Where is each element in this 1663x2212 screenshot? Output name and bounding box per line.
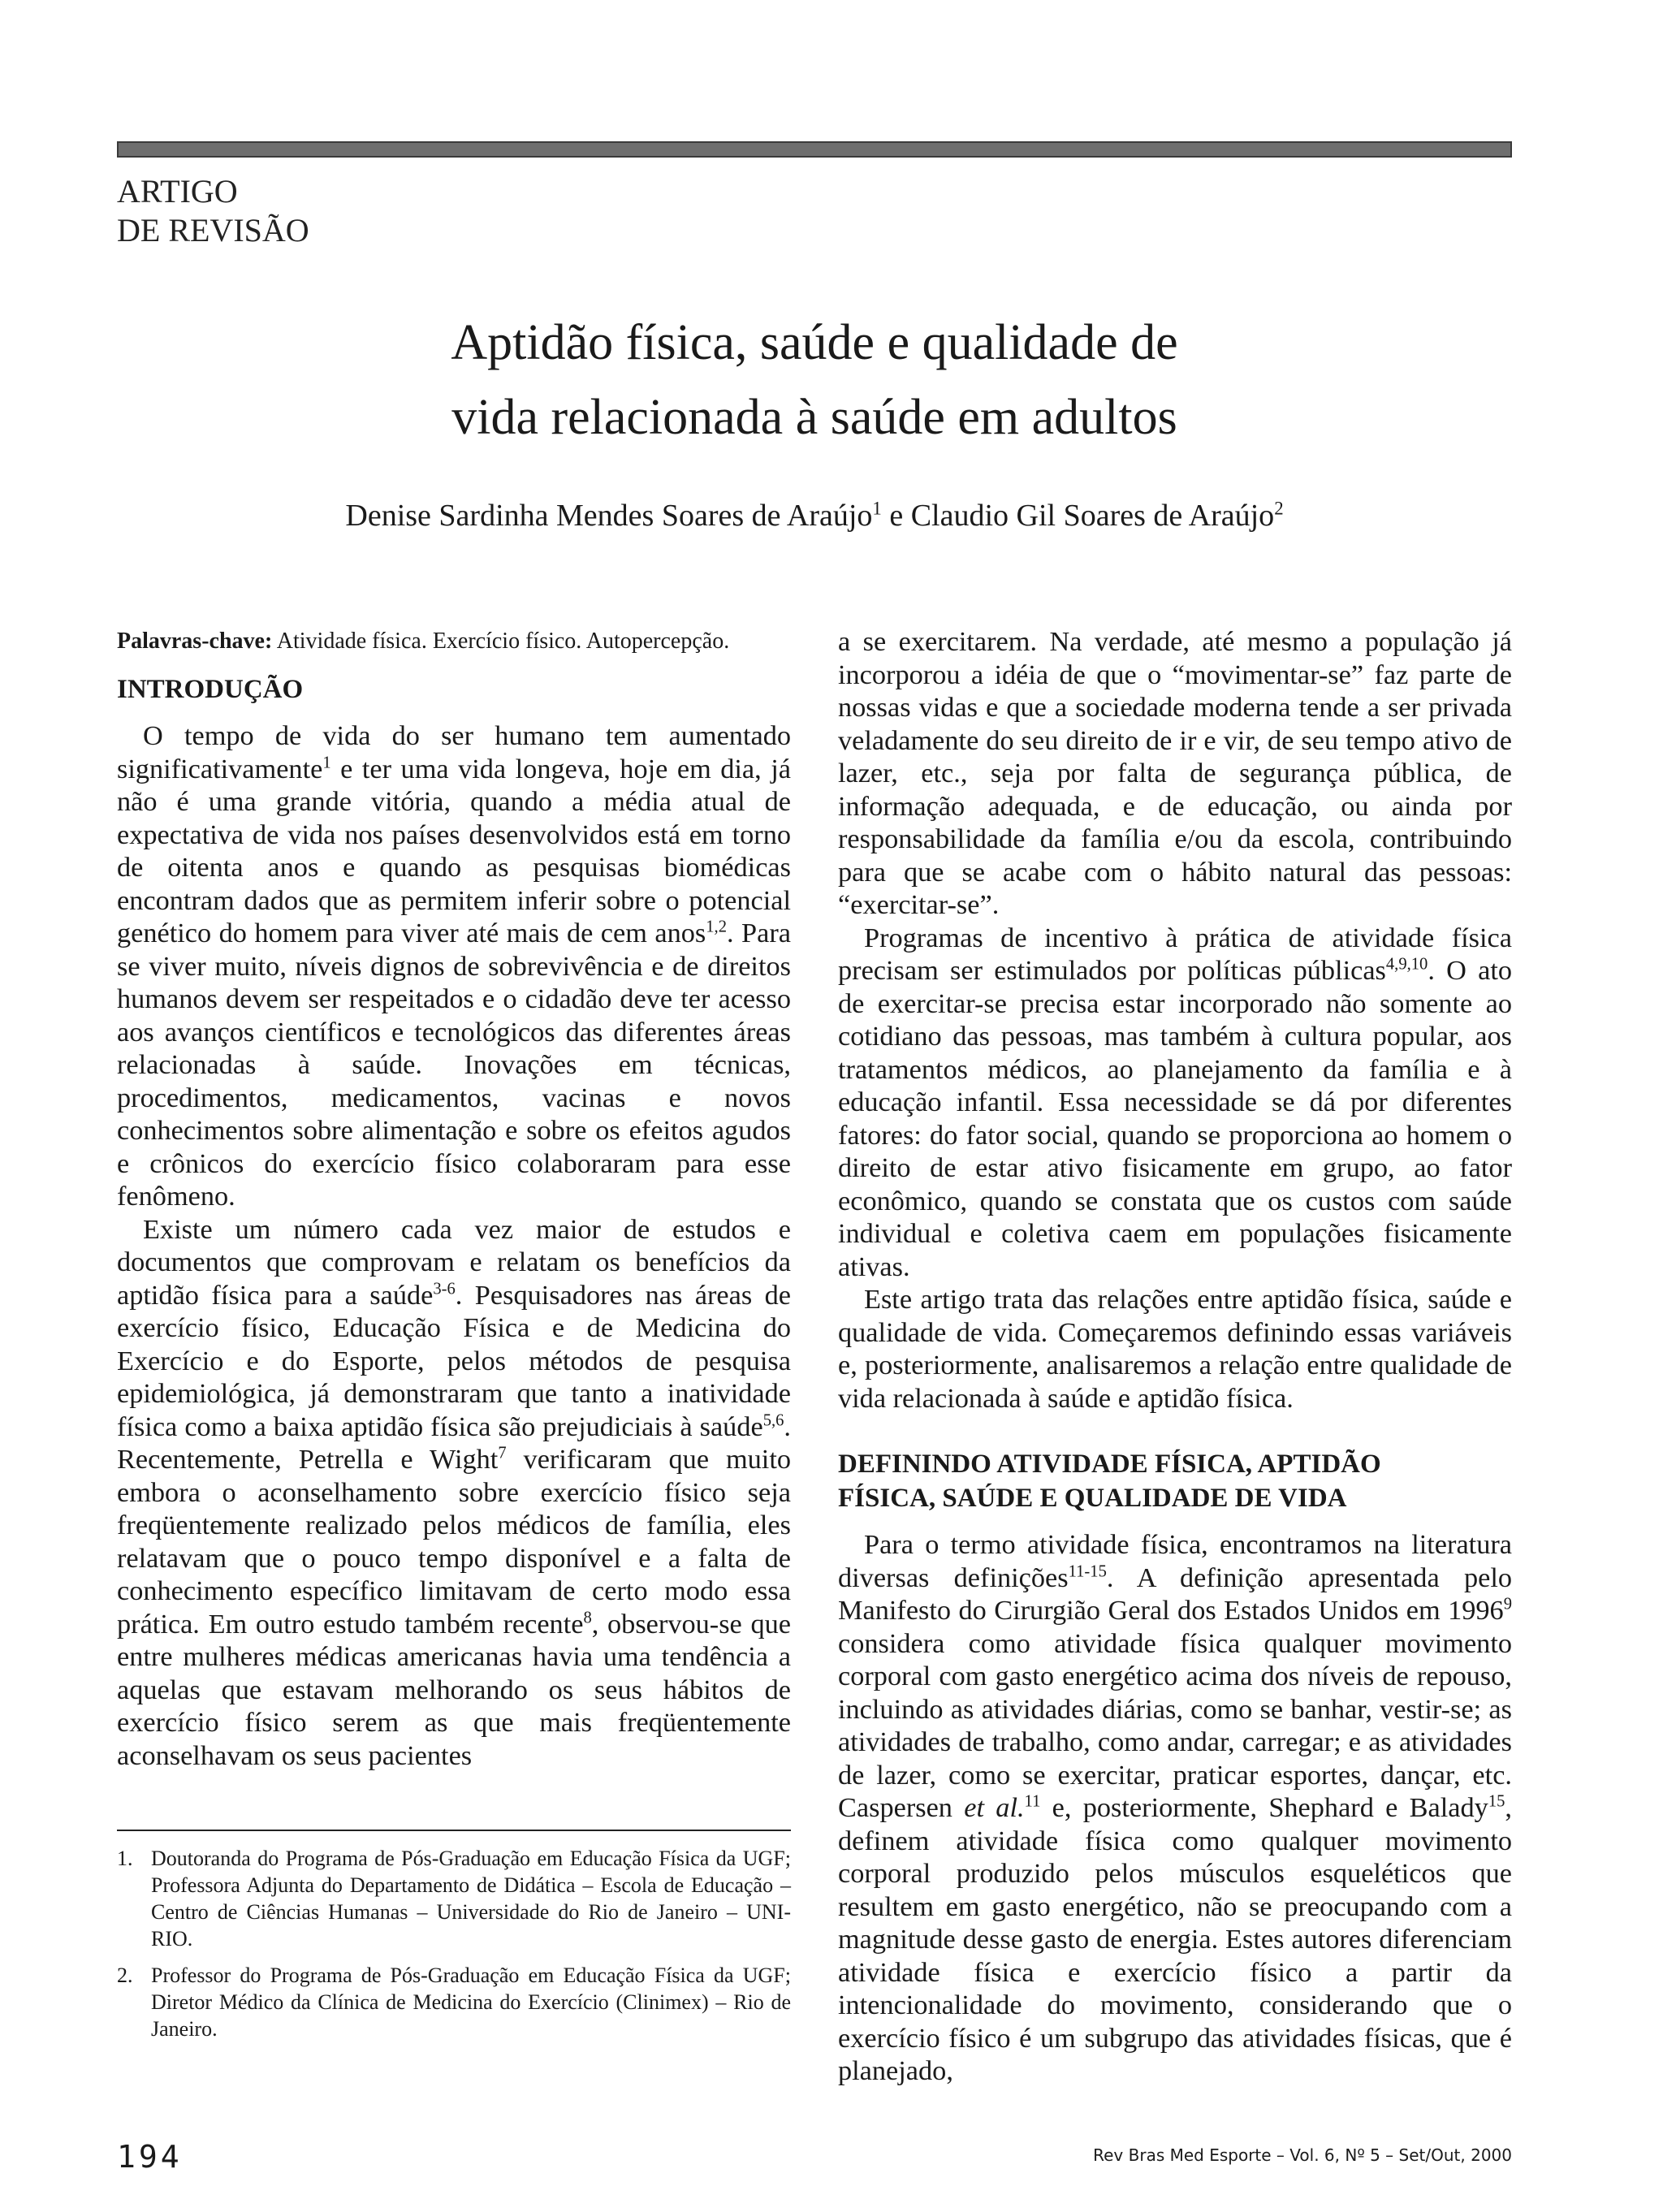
header-rule bbox=[117, 141, 1512, 158]
page-number: 194 bbox=[117, 2139, 183, 2175]
section-label-line2: DE REVISÃO bbox=[117, 212, 309, 248]
section2-heading: DEFININDO ATIVIDADE FÍSICA, APTIDÃO FÍSICA, SAÚDE E QUALIDADE DE VIDA bbox=[838, 1449, 1381, 1513]
citation: 7 bbox=[498, 1444, 507, 1462]
intro-paragraph-4: Este artigo trata das relações entre aptidão física, saúde e qualidade de vida. Começaremos definindo essas variáveis e, posteriormente, analisaremos a relação entre qualidade de vida relacionada à saúde e aptidão física. bbox=[838, 1284, 1512, 1414]
right-column bbox=[838, 625, 1512, 2088]
citation: 1 bbox=[322, 754, 331, 772]
left-column bbox=[117, 625, 791, 1772]
author-connector: e bbox=[881, 499, 911, 533]
citation: 11-15 bbox=[1068, 1562, 1107, 1581]
section-label-line1: ARTIGO bbox=[117, 173, 238, 210]
article-title bbox=[117, 305, 1512, 455]
footnote-1: 1. Doutoranda do Programa de Pós-Graduação em Educação Física da UGF; Professora Adjunta do Departamento de Didática – Escola de Educação – Centro de Ciências Humanas – Universidade do Rio de Janeiro – UNI-RIO. bbox=[117, 1847, 791, 1951]
author-2-affiliation: 2 bbox=[1274, 498, 1284, 519]
intro-paragraph-1: O tempo de vida do ser humano tem aumentado significativamente$^1$ e ter uma vida longeva, hoje em dia, já não é uma grande vitória, quando a média atual de expectativa de vida nos países desenvolvidos está em torno de oitenta anos e quando as pesquisas biomédicas encontram dados que as permitem inferir sobre o potencial genético do homem para viver até mais de cem anos$^{1,2}$. Para se viver muito, níveis dignos de sobrevivência e de direitos humanos devem ser respeitados e o cidadão deve ter acesso aos avanços científicos e tecnológicos das diferentes áreas relacionadas à saúde. Inovações em técnicas, procedimentos, medicamentos, vacinas e novos conhecimentos sobre alimentação e sobre os efeitos agudos e crônicos do exercício físico colaboraram para esse fenômeno. bbox=[117, 720, 791, 1212]
citation: 3-6 bbox=[433, 1280, 456, 1298]
intro-paragraph-2: Existe um número cada vez maior de estudos e documentos que comprovam e relatam os benefícios da aptidão física para a saúde$^{3-6}$. Pesquisadores nas áreas de exercício físico, Educação Física e de Medicina do Exercício e do Esporte, pelos métodos de pesquisa epidemiológica, já demonstraram que tanto a inatividade física como a baixa aptidão física são prejudiciais à saúde$^{5,6}$. Recentemente, Petrella e Wight$^7$ verificaram que muito embora o aconselhamento sobre exercício físico seja freqüentemente realizado pelos médicos de família, eles relatavam que o pouco tempo disponível e a falta de conhecimento específico limitavam de certo modo essa prática. Em outro estudo também recente$^8$, observou-se que entre mulheres médicas americanas havia uma tendência a aquelas que estavam melhorando os seus hábitos de exercício físico serem as que mais freqüentemente aconselhavam os seus pacientes bbox=[117, 1213, 792, 1771]
author-1-affiliation: 1 bbox=[872, 498, 882, 519]
footnote-rule bbox=[117, 1830, 791, 1831]
footnote-2: 2. Professor do Programa de Pós-Graduação em Educação Física da UGF; Diretor Médico da Clínica de Medicina do Exercício (Clinimex) – Rio de Janeiro. bbox=[117, 1964, 791, 2041]
title-line1: Aptidão física, saúde e qualidade de bbox=[451, 315, 1178, 370]
keywords-text: Atividade física. Exercício físico. Autopercepção. bbox=[276, 629, 730, 654]
intro-heading: INTRODUÇÃO bbox=[117, 675, 304, 704]
citation: 9 bbox=[1503, 1595, 1512, 1614]
keywords-label: Palavras-chave: bbox=[117, 629, 273, 654]
intro-paragraph-3: Programas de incentivo à prática de atividade física precisam ser estimulados por políticas públicas$^{4,9,10}$. O ato de exercitar-se precisa estar incorporado não somente ao cotidiano das pessoas, mas também à cultura popular, aos tratamentos médicos, ao planejamento da família e à educação infantil. Essa necessidade se dá por diferentes fatores: do fator social, quando se proporciona ao homem o direito de estar ativo fisicamente em grupo, ao fator econômico, quando se constata que os custos com saúde individual e coletiva caem em populações fisicamente ativas. bbox=[838, 922, 1513, 1282]
section2-paragraph-1: Para o termo atividade física, encontramos na literatura diversas definições$^{11-15}$. A definição apresentada pelo Manifesto do Cirurgião Geral dos Estados Unidos em 1996$^9$ considera como atividade física qualquer movimento corporal com gasto energético acima dos níveis de repouso, incluindo as atividades diárias, como se banhar, vestir-se; as atividades de trabalho, como andar, carregar; e as atividades de lazer, como se exercitar, praticar esportes, dançar, etc. Caspersen et al.$^{11}$ e, posteriormente, Shephard e Balady$^{15}$, definem atividade física como qualquer movimento corporal produzido pelos músculos esqueléticos que resultem em gasto energético, não se preocupando com a magnitude desse gasto de energia. Estes autores diferenciam atividade física e exercício físico a partir da intencionalidade do movimento, considerando que o exercício físico é um subgrupo das atividades físicas, que é planejado, bbox=[838, 1529, 1512, 2086]
section-label bbox=[117, 172, 309, 250]
footnotes bbox=[117, 1845, 791, 2052]
journal-citation: Rev Bras Med Esporte – Vol. 6, Nº 5 – Set/Out, 2000 bbox=[1093, 2145, 1512, 2165]
citation: 4,9,10 bbox=[1385, 955, 1428, 974]
citation: 5,6 bbox=[762, 1411, 784, 1430]
author-1: Denise Sardinha Mendes Soares de Araújo bbox=[345, 499, 873, 533]
et-al: et al. bbox=[964, 1792, 1025, 1823]
citation: 15 bbox=[1488, 1792, 1505, 1811]
author-line bbox=[117, 495, 1512, 536]
citation: 11 bbox=[1024, 1792, 1041, 1811]
keywords bbox=[117, 625, 791, 658]
title-line2: vida relacionada à saúde em adultos bbox=[451, 390, 1177, 445]
author-2: Claudio Gil Soares de Araújo bbox=[910, 499, 1275, 533]
citation: 1,2 bbox=[706, 918, 727, 936]
intro-paragraph-continued: a se exercitarem. Na verdade, até mesmo a população já incorporou a idéia de que o “movimentar-se” faz parte de nossas vidas e que a sociedade moderna tende a ser privada veladamente do seu direito de ir e vir, de seu tempo ativo de lazer, etc., seja por falta de segurança pública, de informação adequada, e de educação, ou ainda por responsabilidade da família e/ou da escola, contribuindo para que se acabe com o hábito natural das pessoas: “exercitar-se”. bbox=[838, 626, 1512, 920]
citation: 8 bbox=[583, 1609, 592, 1627]
